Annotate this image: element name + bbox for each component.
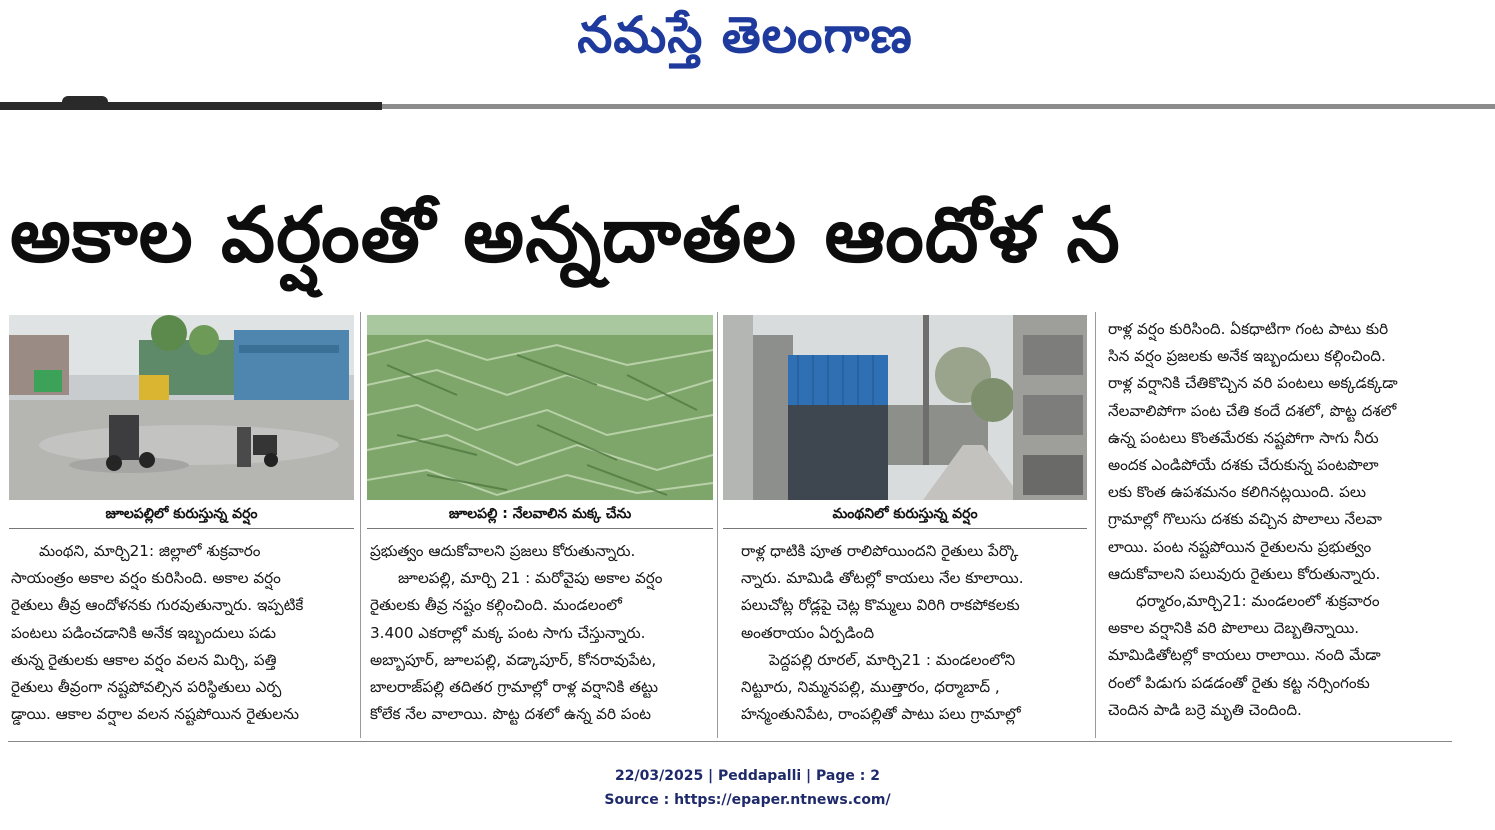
- newspaper-logo: నమస్తే తెలంగాణ: [577, 5, 913, 64]
- text-line: రంలో పిడుగు పడడంతో రైతు కట్ట నర్సింగంకు: [1108, 673, 1370, 692]
- text-line: చెందిన పాడి బర్రె మృతి చెందింది.: [1108, 700, 1302, 719]
- photo-caption-2: జూలపల్లి : నేలవాలిన మక్క చేను: [448, 506, 632, 522]
- footer-source-link[interactable]: Source : https://epaper.ntnews.com/: [604, 792, 891, 808]
- text-line: తున్న రైతులకు ఆకాల వర్షం వలన మిర్చి, పత్తి: [11, 650, 277, 669]
- text-line: లాయి. పంట నష్టపోయిన రైతులను ప్రభుత్వం: [1108, 537, 1372, 556]
- masthead: [0, 0, 1495, 100]
- photo-caption-3: మంథనిలో కురుస్తున్న వర్షం: [832, 506, 978, 522]
- text-line: డ్డాయి. ఆకాల వర్షాల వలన నష్టపోయిన రైతులను: [11, 705, 299, 724]
- text-line: జూలపల్లి, మార్చి 21 : మరోవైపు అకాల వర్షం: [398, 569, 663, 588]
- text-line: న్నారు. మామిడి తోటల్లో కాయలు నేల కూలాయి.: [741, 569, 1024, 588]
- text-line: అందక ఎండిపోయే దశకు చేరుకున్న పంటపొలా: [1108, 456, 1379, 475]
- masthead-rule-grey: [382, 104, 1495, 109]
- article-bottom-rule: [8, 741, 1452, 742]
- text-line: రైతులు తీవ్ర ఆందోళనకు గురవుతున్నారు. ఇప్పటికే: [11, 596, 304, 615]
- caption-divider-1: [9, 528, 354, 529]
- footer-edition-info: 22/03/2025 | Peddapalli | Page : 2: [615, 768, 880, 784]
- article-column-3: [741, 538, 1085, 728]
- article-column-1: [11, 538, 353, 728]
- column-rule-1: [360, 312, 361, 738]
- text-line: లకు కొంత ఉపశమనం కలిగినట్లయింది. పలు: [1108, 483, 1366, 502]
- text-line: నేలవాలిపోగా పంట చేతి కందే దశలో, పొట్ట దశలో: [1108, 401, 1397, 420]
- article-column-4: [1108, 316, 1450, 724]
- text-line: బాలరాజ్‌పల్లి తదితర గ్రామాల్లో రాళ్ల వర్షానికి తట్టు: [370, 678, 659, 697]
- photo-rain-manthani: [723, 315, 1087, 500]
- text-line: 3.400 ఎకరాల్లో మక్క పంట సాగు చేస్తున్నారు.: [370, 623, 646, 642]
- text-line: సిన వర్షం ప్రజలకు అనేక ఇబ్బందులు కల్గించింది.: [1108, 347, 1386, 366]
- text-line: గ్రామాల్లో గొలుసు దశకు వచ్చిన పొలాలు నేలవా: [1108, 510, 1382, 529]
- text-line: ఆదుకోవాలని పలువురు రైతులు కోరుతున్నారు.: [1108, 564, 1381, 583]
- photo-rain-julapalli: [9, 315, 354, 500]
- text-line: నిట్టూరు, నిమ్మనపల్లి, ముత్తారం, ధర్మాబాద్ ,: [741, 678, 1000, 697]
- text-line: అబ్బాపూర్, జూలపల్లి, వడ్కాపూర్, కోనరావుపేట,: [370, 650, 657, 669]
- text-line: హన్మంతునిపేట, రాంపల్లితో పాటు పలు గ్రామాల్లో: [741, 705, 1021, 724]
- text-line: పంటలు పడించడానికి అనేక ఇబ్బందులు పడు: [11, 623, 276, 642]
- column-rule-3: [1095, 312, 1096, 738]
- masthead-rule-dark: [0, 102, 382, 110]
- text-line: రైతులు తీవ్రంగా నష్టపోవల్సిన పరిస్థితులు ఎర్ప: [11, 678, 282, 697]
- column-rule-2: [717, 312, 718, 738]
- text-line: రైతులకు తీవ్ర నష్టం కల్గించింది. మండలంలో: [370, 596, 622, 615]
- text-line: రాళ్ల వర్షం కురిసింది. ఏకధాటిగా గంట పాటు కురి: [1108, 320, 1389, 338]
- text-line: ప్రభుత్వం ఆదుకోవాలని ప్రజలు కోరుతున్నారు.: [370, 542, 636, 560]
- text-line: సాయంత్రం అకాల వర్షం కురిసింది. అకాల వర్షం: [11, 569, 281, 588]
- text-line: మామిడితోటల్లో కాయలు రాలాయి. నంది మేడా: [1108, 646, 1381, 665]
- caption-divider-2: [367, 528, 713, 529]
- text-line: పెద్దపల్లి రూరల్, మార్చి21 : మండలంలోని: [769, 650, 1016, 669]
- text-line: ధర్మారం,మార్చి21: మండలంలో శుక్రవారం: [1136, 592, 1380, 611]
- text-line: అకాల వర్షానికి వరి పొలాలు దెబ్బతిన్నాయి.: [1108, 619, 1360, 638]
- text-line: కోలేక నేల వాలాయి. పొట్ట దశలో ఉన్న వరి పంట: [370, 705, 652, 724]
- text-line: అంతరాయం ఏర్పడింది: [741, 623, 875, 642]
- text-line: రాళ్ల వర్షానికి చేతికొచ్చిన వరి పంటలు అక్కడక్కడా: [1108, 374, 1398, 393]
- photo-maize-field: [367, 315, 713, 500]
- text-line: ఉన్న పంటలు కొంతమేరకు నష్టపోగా సాగు నీరు: [1108, 428, 1379, 447]
- text-line: పలుచోట్ల రోడ్లపై చెట్ల కొమ్మలు విరిగి రాకపోకలకు: [741, 596, 1020, 615]
- article-headline: అకాల వర్షంతో అన్నదాతల ఆందోళ న: [10, 190, 1121, 279]
- photo-caption-1: జూలపల్లిలో కురుస్తున్న వర్షం: [105, 506, 258, 522]
- article-column-2: [370, 538, 712, 728]
- caption-divider-3: [723, 528, 1087, 529]
- text-line: మంథని, మార్చి21: జిల్లాలో శుక్రవారం: [39, 542, 261, 560]
- text-line: రాళ్ల ధాటికి పూత రాలిపోయిందని రైతులు పేర్కొ: [741, 542, 1019, 560]
